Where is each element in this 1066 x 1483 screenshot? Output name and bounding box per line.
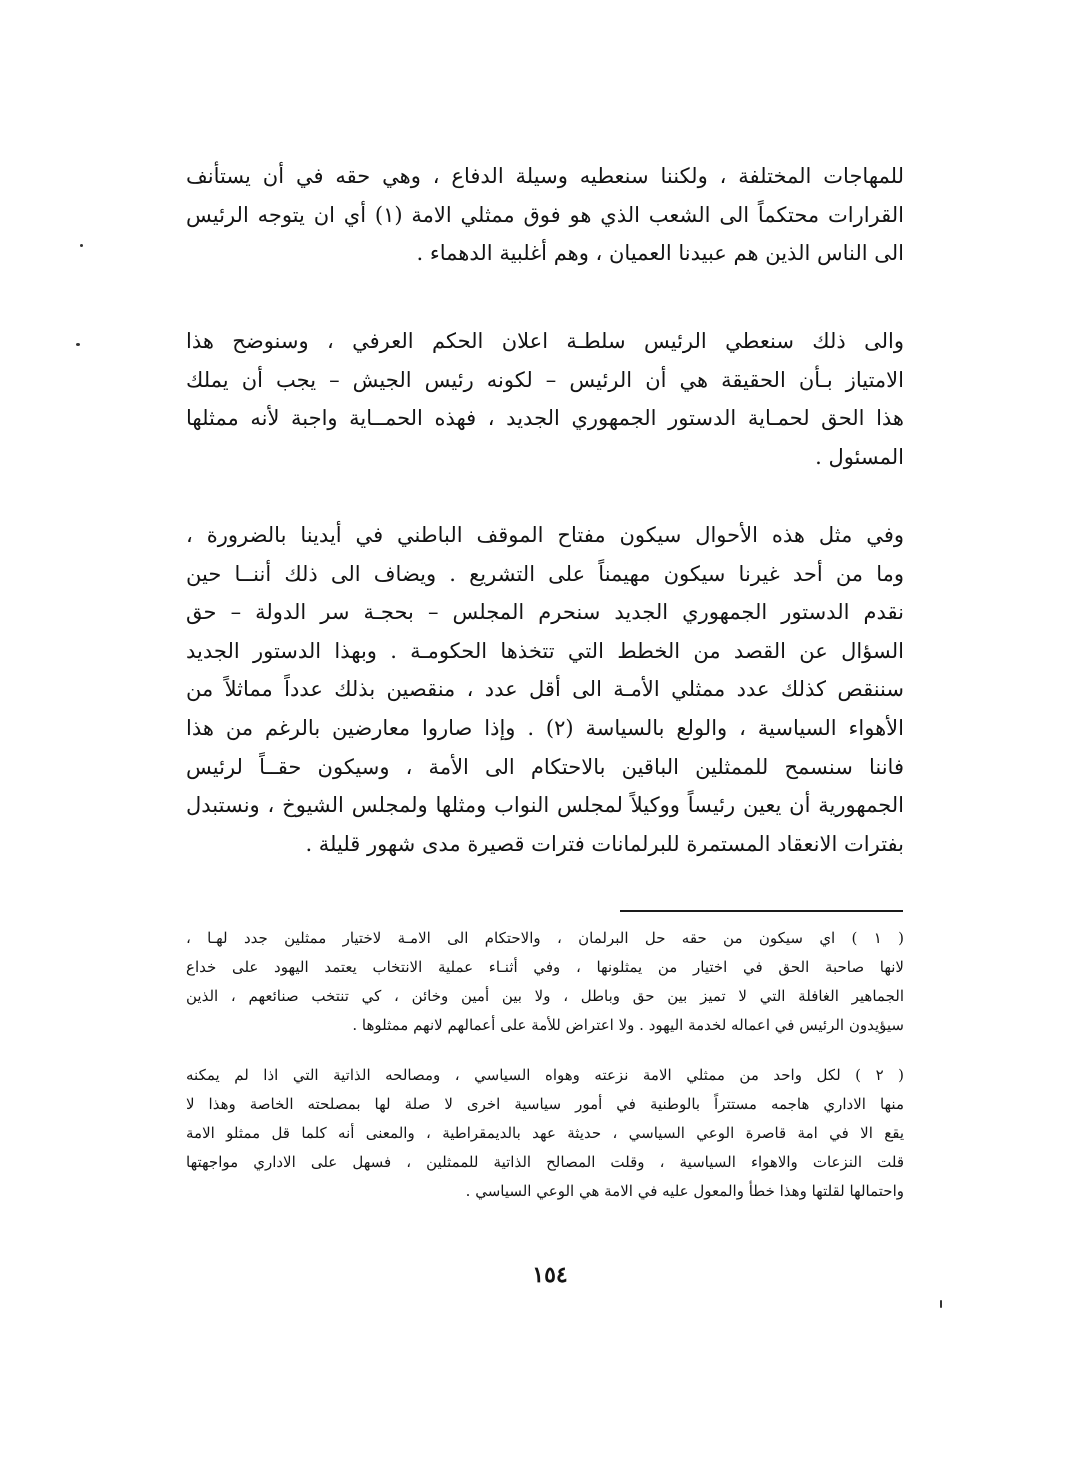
footnote-line: قلت النزعات والاهواء السياسية ، وقلت المصالح الذاتية للممثلين ، فسهل على الاداري مواجهتها (186, 1153, 904, 1171)
scan-speck (80, 244, 83, 247)
paragraph-1 (186, 157, 904, 273)
scan-speck (76, 343, 80, 346)
text-line: الأهواء السياسية ، والولع بالسياسة (٢) . وإذا صاروا معارضين بالرغم من هذا (186, 715, 904, 740)
text-line: السؤال عن القصد من الخطط التي تتخذها الحكومـة . وبهذا الدستور الجديد (186, 638, 904, 663)
text-line: فاننا سنسمح للممثلين الباقين بالاحتكام الى الأمة ، وسيكون حقــاً لرئيس (186, 754, 904, 779)
page-number: ١٥٤ (532, 1262, 568, 1288)
footnote-line: يقع الا في امة قاصرة الوعي السياسي ، حديثة عهد بالديمقراطية ، والمعنى أنه كلما قل ممثلو الامة (186, 1124, 904, 1142)
footnote-line: منها الاداري هاجمه مستتراً بالوطنية في أمور سياسية اخرى لا صلة لها بمصلحته الخاصة وهذا لا (186, 1095, 904, 1113)
footnote-divider (620, 910, 903, 912)
footnote-line: الجماهير الغافلة التي لا تميز بين حق وباطل ، ولا بين أمين وخائن ، كي تنتخب صنائعهم ، الذين (186, 987, 904, 1005)
text-line: بفترات الانعقاد المستمرة للبرلمانات فترات قصيرة مدى شهور قليلة . (305, 831, 904, 856)
paragraph-3 (186, 516, 904, 863)
text-line: الجمهورية أن يعين رئيساً ووكيلاً لمجلس النواب ومثلها ولمجلس الشيوخ ، ونستبدل (186, 793, 904, 818)
text-line: وفي مثل هذه الأحوال سيكون مفتاح الموقف الباطني في أيدينا بالضرورة ، (186, 523, 904, 547)
footnote-line: لانها صاحبة الحق في اختيار من يمثلونها ، وفي أثنـاء عملية الانتخاب يعتمد اليهود على خداع (186, 958, 904, 976)
text-line: الى الناس الذين هم عبيدنا العميان ، وهم أغلبية الدهماء . (416, 241, 904, 266)
footnote-line: سيؤيدون الرئيس في اعماله لخدمة اليهود . ولا اعتراض للأمة على أعمالهم لانهم ممثلوها . (352, 1016, 904, 1034)
footnote-line: ( ١ ) اي سيكون من حقه حل البرلمان ، والاحتكام الى الامـة لاختيار ممثلين جدد لهـا ، (186, 929, 904, 947)
text-line: سننقص كذلك عدد ممثلي الأمـة الى أقل عدد ، منقصين بذلك عدداً مماثلاً من (186, 677, 904, 702)
text-line: هذا الحق لحمـاية الدستور الجمهوري الجديد ، فهذه الحمــاية واجبة لأنه ممثلها (186, 406, 904, 431)
text-line: للمهاجات المختلفة ، ولكننا سنعطيه وسيلة الدفاع ، وهي حقه في أن يستأنف (186, 164, 904, 188)
footnote-2 (186, 1061, 904, 1206)
paragraph-2 (186, 322, 904, 476)
text-line: وما من أحد غيرنا سيكون مهيمناً على التشريع . ويضاف الى ذلك أننــا حين (186, 561, 904, 586)
footnote-1 (186, 924, 904, 1040)
text-line: الامتياز بـأن الحقيقة هي أن الرئيس – لكونه رئيس الجيش – يجب أن يملك (186, 367, 904, 392)
footnote-line: واحتمالها لقلتها وهذا خطأ والمعول عليه في الامة هي الوعي السياسي . (465, 1182, 904, 1200)
text-line: القرارات محتكماً الى الشعب الذي هو فوق ممثلي الامة (١) أي ان يتوجه الرئيس (186, 202, 904, 227)
scan-speck (940, 1300, 942, 1308)
text-line: نقدم الدستور الجمهوري الجديد سنحرم المجلس – بحجـة سر الدولة – حق (186, 600, 904, 625)
text-line: المسئول . (815, 444, 904, 469)
footnote-line: ( ٢ ) لكل واحد من ممثلي الامة نزعته وهواه السياسي ، ومصالحه الذاتية التي اذا لم يمكنه (186, 1066, 904, 1084)
text-line: والى ذلك سنعطي الرئيس سلطـة اعلان الحكم العرفي ، وسنوضح هذا (186, 329, 904, 353)
